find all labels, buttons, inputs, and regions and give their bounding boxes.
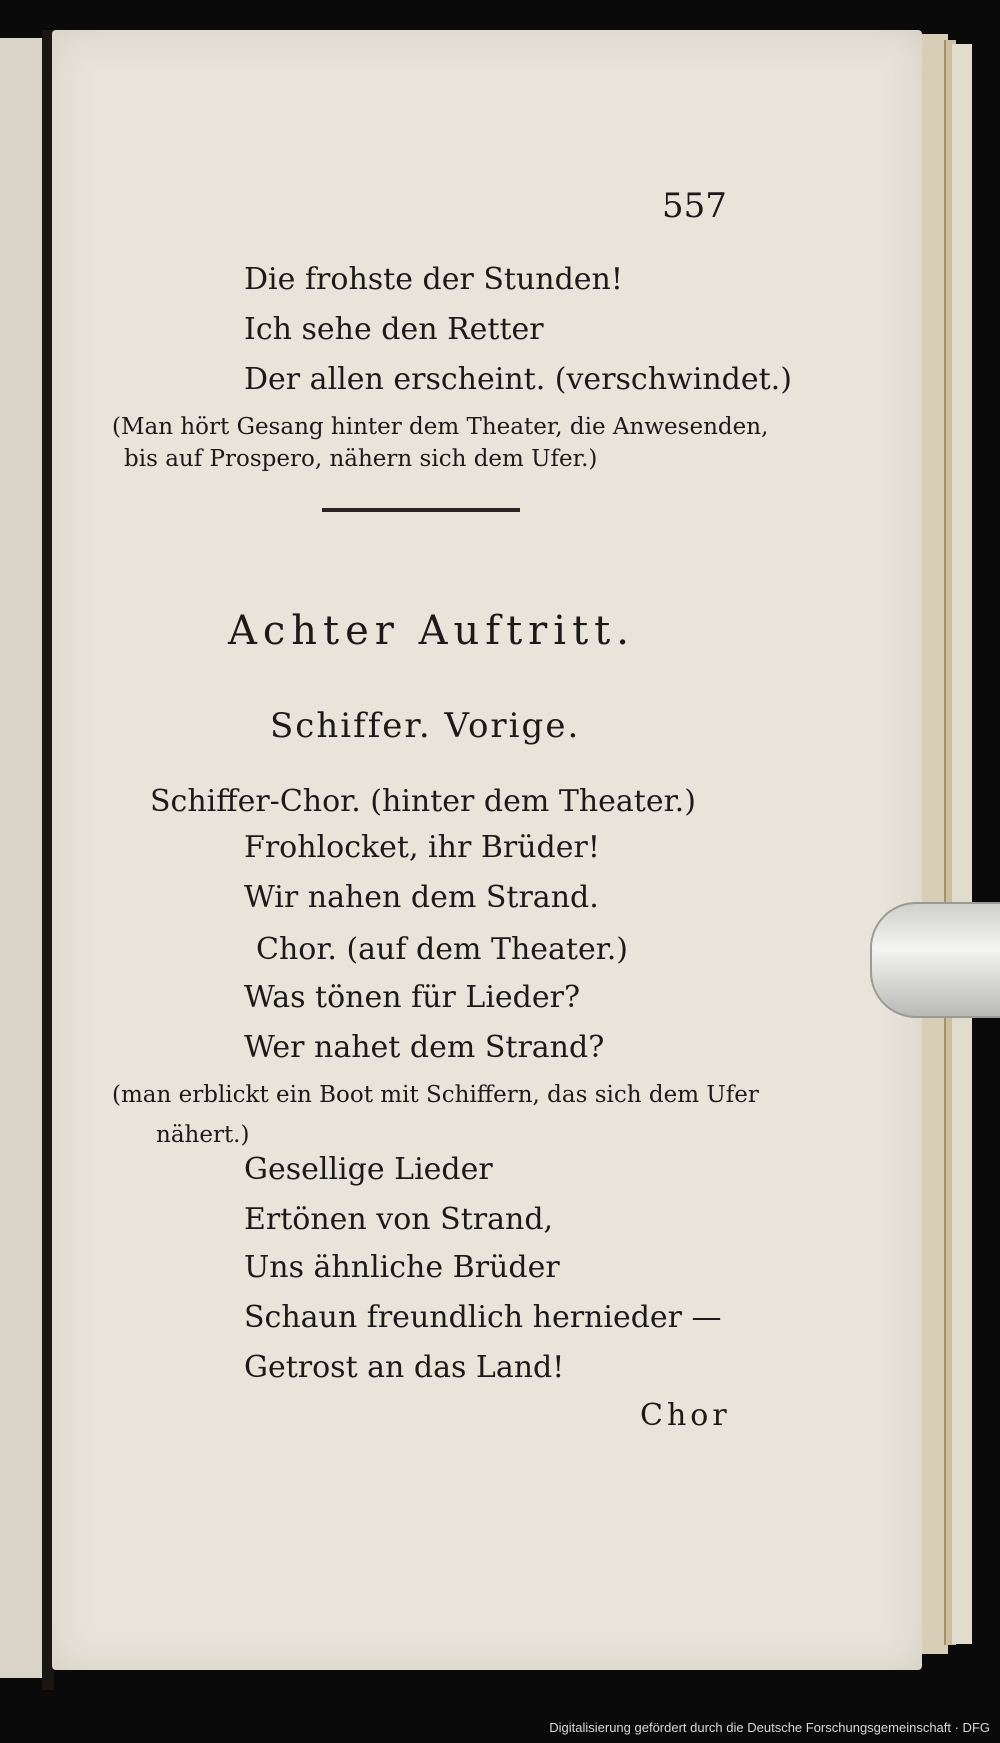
verse-line: Ich sehe den Retter (244, 312, 544, 347)
page-clip (870, 902, 1000, 1018)
verse-line: Frohlocket, ihr Brüder! (244, 830, 600, 865)
speaker-line: Chor. (auf dem Theater.) (256, 932, 629, 967)
verse-line: Getrost an das Land! (244, 1350, 565, 1385)
stage-direction: nähert.) (156, 1122, 250, 1148)
verse-line: Wir nahen dem Strand. (244, 880, 599, 915)
verse-line: Was tönen für Lieder? (244, 980, 581, 1015)
scene-heading: Achter Auftritt. (228, 608, 635, 654)
stage-direction: bis auf Prospero, nähern sich dem Ufer.) (124, 446, 598, 472)
verse-line: Schaun freundlich hernieder — (244, 1300, 722, 1335)
catchword: Chor (640, 1398, 731, 1433)
section-divider (322, 508, 520, 512)
page-stack-edge-outer (952, 44, 972, 1644)
verse-line: Uns ähnliche Brüder (244, 1250, 560, 1285)
stage-direction: (man erblickt ein Boot mit Schiffern, das sich dem Ufer (112, 1082, 759, 1108)
verse-line: Ertönen von Strand, (244, 1202, 554, 1237)
speaker-line: Schiffer-Chor. (hinter dem Theater.) (150, 784, 696, 819)
left-page-edge (0, 38, 45, 1678)
digitization-credit: Digitalisierung gefördert durch die Deutsche Forschungsgemeinschaft · DFG (549, 1720, 990, 1735)
verse-line: Die frohste der Stunden! (244, 262, 623, 297)
page-number: 557 (662, 186, 727, 226)
stage-direction: (Man hört Gesang hinter dem Theater, die Anwesenden, (112, 414, 769, 440)
verse-line: Der allen erscheint. (verschwindet.) (244, 362, 792, 397)
verse-line: Wer nahet dem Strand? (244, 1030, 605, 1065)
cast-list: Schiffer. Vorige. (270, 706, 581, 746)
verse-line: Gesellige Lieder (244, 1152, 493, 1187)
